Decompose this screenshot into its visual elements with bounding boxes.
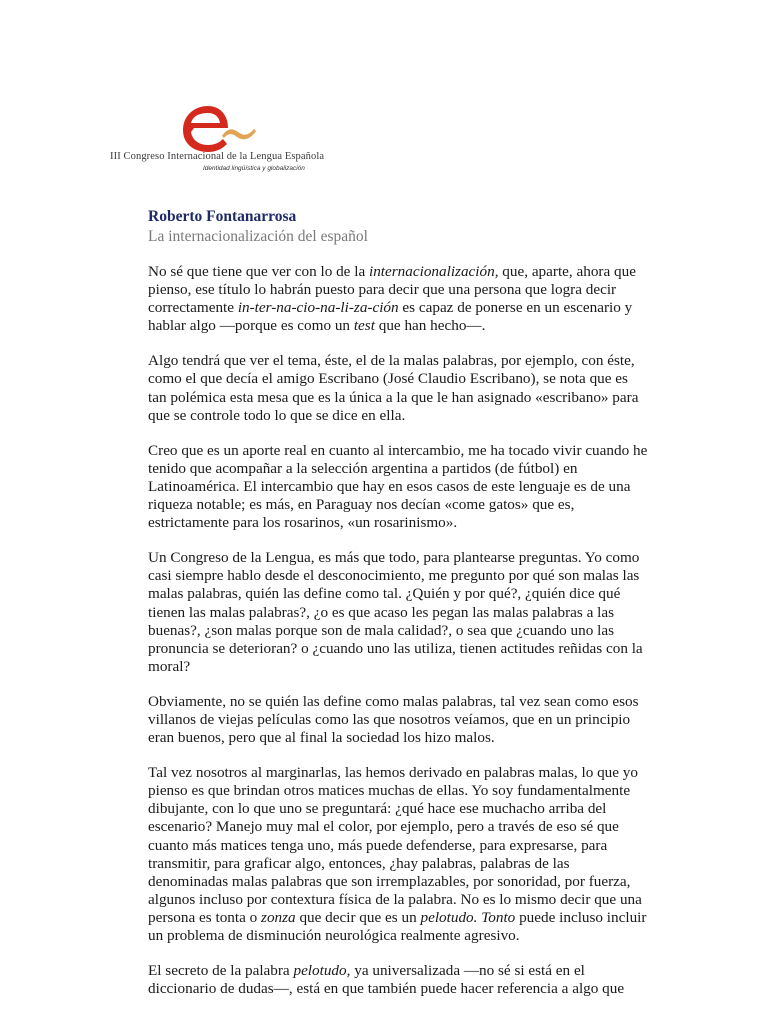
text-line <box>148 352 668 370</box>
text-run: tienen las malas palabras?, ¿o es que acaso les pegan las malas palabras a las <box>148 603 614 621</box>
text-run: diccionario de dudas—, está en que también puede hacer referencia a algo que <box>148 980 625 998</box>
text-run: tan polémica esta mesa que es la única a la que le han asignado «escribano» para <box>148 388 639 406</box>
text-run: transmitir, para graficar algo, entonces, ¿hay palabras, palabras de las <box>148 854 570 872</box>
text-run: un problema de disminución neurológica realmente agresivo. <box>148 927 520 944</box>
text-run: que, aparte, ahora que <box>498 263 636 280</box>
text-line <box>148 460 668 478</box>
text-run: escenario? Manejo muy mal el color, por ejemplo, pero a través de eso sé que <box>148 818 619 836</box>
text-run: pienso, ese título lo habrán puesto para decir que una persona que logra decir <box>148 281 617 299</box>
text-line <box>148 891 668 909</box>
text-line <box>148 317 668 335</box>
text-line <box>148 800 668 818</box>
text-line <box>148 389 668 407</box>
text-run: puede incluso incluir <box>515 908 647 926</box>
text-line <box>148 496 668 514</box>
paragraph <box>148 693 668 747</box>
text-run: ya universalizada —no sé si está en el <box>350 962 585 980</box>
text-line <box>148 927 668 945</box>
text-line <box>148 281 668 299</box>
text-line <box>148 909 668 927</box>
text-run: villanos de viejas películas como las que nosotros veíamos, que en un principio <box>148 710 631 728</box>
paragraph <box>148 263 668 335</box>
text-run: estrictamente para los rosarinos, «un rosarinismo». <box>148 514 458 532</box>
italic-text: in-ter-na-cio-na-li-za-ción <box>237 299 399 317</box>
text-run: como el que decía el amigo Escribano (José Claudio Escribano), se nota que es <box>148 370 628 388</box>
text-line <box>148 764 668 782</box>
text-run: denominadas malas palabras que son irremplazables, por sonoridad, por fuerza, <box>148 872 631 890</box>
text-line <box>148 622 668 640</box>
paragraph <box>148 962 668 998</box>
text-line <box>148 514 668 532</box>
text-line <box>148 658 668 676</box>
text-run: riqueza notable; es más, en Paraguay nos decían «come gatos» que es, <box>148 496 575 514</box>
text-run: Tal vez nosotros al marginarlas, las hemos derivado en palabras malas, lo que yo <box>148 764 638 782</box>
text-run: que han hecho—. <box>374 317 486 335</box>
article-body <box>148 263 668 998</box>
text-line <box>148 407 668 425</box>
text-line <box>148 711 668 729</box>
text-line <box>148 567 668 585</box>
text-line <box>148 693 668 711</box>
congress-subtitle: Identidad lingüística y globalización <box>203 165 305 172</box>
paragraph <box>148 764 668 945</box>
text-run: Latinoamérica. El intercambio que hay en esos casos de este lenguaje es de una <box>148 477 631 495</box>
italic-text: test <box>353 317 375 335</box>
text-run: moral? <box>148 657 191 675</box>
text-line <box>148 782 668 800</box>
text-run: cuanto más matices tenga uno, más puede defenderse, para expresarse, para <box>148 836 608 854</box>
text-line <box>148 585 668 603</box>
text-line <box>148 640 668 658</box>
text-run: pronuncia se deterioran? o ¿cuando uno las utiliza, tienen actitudes reñidas con la <box>148 639 643 657</box>
text-run: algunos incluso por contextura física de la palabra. No es lo mismo decir que una <box>148 890 642 908</box>
italic-text: internacionalización, <box>368 263 499 280</box>
text-line <box>148 837 668 855</box>
text-line <box>148 442 668 460</box>
text-line <box>148 980 668 998</box>
text-run: correctamente <box>148 299 238 317</box>
text-run: que decir que es un <box>295 908 421 926</box>
text-run: pienso es que brindan otros matices muchas de ellas. Yo soy fundamentalmente <box>148 782 631 800</box>
text-run: Un Congreso de la Lengua, es más que todo, para plantearse preguntas. Yo como <box>148 549 640 567</box>
text-line <box>148 263 668 281</box>
text-line <box>148 729 668 747</box>
article <box>148 207 668 1015</box>
text-line <box>148 873 668 891</box>
text-run: No sé que tiene que ver con lo de la <box>148 263 369 280</box>
text-line <box>148 370 668 388</box>
text-line <box>148 818 668 836</box>
paragraph <box>148 549 668 676</box>
text-run: casi siempre hablo desde el desconocimiento, me pregunto por qué son malas las <box>148 567 640 585</box>
article-title: La internacionalización del español <box>148 228 368 245</box>
text-run: buenas?, ¿son malas porque son de mala calidad?, o sea que ¿cuando uno las <box>148 621 615 639</box>
text-run: Creo que es un aporte real en cuanto al intercambio, me ha tocado vivir cuando he <box>148 441 648 459</box>
text-run: dibujante, con lo que uno se preguntará: ¿qué hace ese muchacho arriba del <box>148 800 607 818</box>
text-line <box>148 962 668 980</box>
text-line <box>148 299 668 317</box>
text-run: Obviamente, no se quién las define como malas palabras, tal vez sean como esos <box>148 692 639 710</box>
text-line <box>148 549 668 567</box>
text-run: persona es tonta o <box>148 908 262 926</box>
paragraph <box>148 352 668 424</box>
text-run: eran buenos, pero que al final la sociedad los hizo malos. <box>148 729 495 747</box>
author-name: Roberto Fontanarrosa <box>148 208 297 225</box>
italic-text: pelotudo. Tonto <box>420 908 516 926</box>
text-run: que se controle todo lo que se dice en ella. <box>148 406 406 424</box>
text-run: es capaz de ponerse en un escenario y <box>398 299 633 317</box>
text-line <box>148 478 668 496</box>
text-line <box>148 855 668 873</box>
text-run: El secreto de la palabra <box>148 962 294 980</box>
text-run: tenido que acompañar a la selección argentina a partidos (de fútbol) en <box>148 459 578 477</box>
text-line <box>148 604 668 622</box>
italic-text: zonza <box>261 908 296 926</box>
congress-title: III Congreso Internacional de la Lengua Española <box>110 151 325 162</box>
paragraph <box>148 442 668 532</box>
congress-e-logo-icon <box>172 98 262 154</box>
text-run: Algo tendrá que ver el tema, éste, el de la malas palabras, por ejemplo, con éste, <box>148 352 635 370</box>
italic-text: pelotudo, <box>293 962 351 980</box>
text-run: hablar algo —porque es como un <box>148 317 354 335</box>
text-run: malas palabras, quién las define como tal. ¿Quién y por qué?, ¿quién dice qué <box>148 585 621 603</box>
congress-logo <box>110 98 330 178</box>
